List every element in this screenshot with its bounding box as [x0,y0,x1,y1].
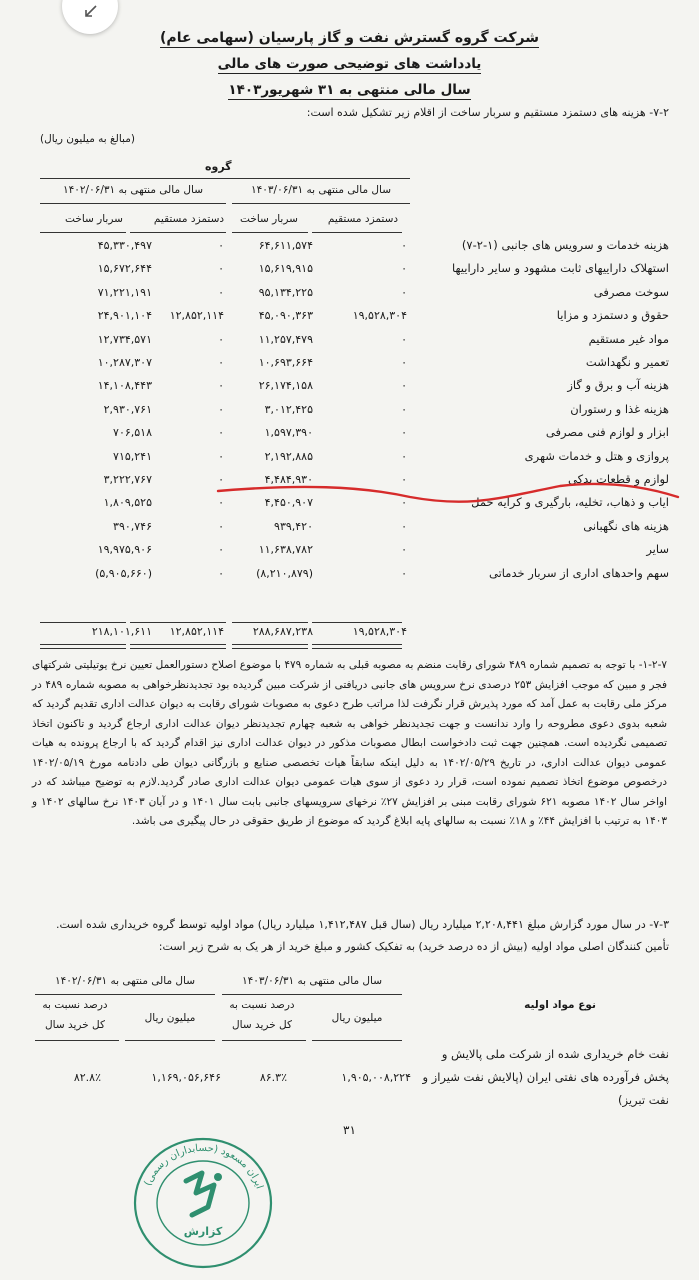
row-label: سوخت مصرفی [593,284,669,299]
total-prev-overhead: ۲۱۸,۱۰۱,۶۱۱ [91,625,152,638]
row-label: هزینه آب و برق و گاز [567,378,669,393]
row-label: پروازی و هتل و خدمات شهری [524,448,669,463]
cur-direct-cell: ۰ [401,332,407,346]
cur-direct-cell: ۰ [401,496,407,510]
t2-cur-percent-header-2: کل خرید سال [232,1019,292,1031]
cur-direct-cell: ۰ [401,566,407,580]
t2-header-underline [222,1040,306,1041]
cur-overhead-cell: ۱۱,۲۵۷,۴۷۹ [258,332,313,346]
cur-overhead-cell: ۴,۴۸۴,۹۳۰ [264,473,313,486]
page-number: ۳۱ [343,1123,356,1137]
t2-period-underline [35,994,215,995]
total-line-top [40,622,126,623]
cur-overhead-cell: ۱۱,۶۳۸,۷۸۲ [258,543,313,557]
total-line-top [312,622,402,623]
cur-overhead-cell: ۱۰,۶۹۳,۶۶۴ [258,356,313,369]
prev-overhead-cell: ۲۴,۹۰۱,۱۰۴ [97,309,152,323]
col-underline [130,232,226,233]
row-label: هزینه خدمات و سرویس های جانبی (۱-۲-۷) [461,238,669,252]
row-label: مواد غیر مستقیم [588,331,669,346]
prev-direct-cell: ۰ [218,332,224,346]
table-row [0,261,699,284]
expand-arrow-icon [84,4,98,18]
prev-overhead-cell: ۱۰,۲۸۷,۳۰۷ [97,356,152,369]
col-underline [40,232,126,233]
note-7-2-1-paragraph: ۱-۲-۷- با توجه به تصمیم شماره ۴۸۹ شورای رقابت منضم به مصوبه قبلی به شماره ۴۷۹ با موضوع اصلاح دستورالعمل تعیین نرخ یوتیلیتی شرکتهای فجر و مبین که موجب افزایش ۲۵۳ درصدی نرخ سرویس های جانبی دریافتی از شرکت مبین گردیده بود تجدیدنظرخواهی به مصوبه شماره ۴۸۹ در مرکز ملی رقابت به عمل آمد که مورد پذیرش قرار نگرفت لذا مراتب طرح دعوی به مصوبات شورای رقابت به دیوان عدالت اداری تقدیم گردید که شعبه بدوی دعوی مطروحه را وارد ندانست و جهت تجدیدنظر خواهی به شعبه چهارم تجدیدنظر دیوان عدالت اداری ارجاع گردید و تاکنون اتخاذ تصمیمی نگردیده است. همچنین جهت ثبت دادخواست ابطال مصوبات مذکور در دیوان عدالت اداری نیز اقدام گردید که با ارجاع پرونده به هیات عمومی دیوان عدالت اداری، در تاریخ ۱۴۰۲/۰۵/۲۹ به دلیل اینکه سابقاً هیات تخصصی صنایع و بازرگانی دیوان طی دادنامه مورخ ۱۴۰۲/۰۵/۱۹ درخصوص موضوع اتخاذ تصمیم نموده است، قرار رد دعوی از سوی هیات عمومی دیوان عدالت اداری صادر گردید.لازم به توضیح میباشد که در اواخر سال ۱۴۰۲ مصوبه ۶۲۱ شورای رقابت مبنی بر افزایش ۲۷٪ نرخهای سرویسهای جانبی بابت سال ۱۴۰۱ و در آبان ۱۴۰۳ نرخ سالهای ۱۴۰۲ و ۱۴۰۳ به ترتیب با افزایش ۴۴٪ و ۱۸٪ نسبت به سالهای پایه ابلاغ گردید که موضوع از طریق حقوقی در حال پیگیری می باشد. [32,659,667,827]
t2-period-current: سال مالی منتهی به ۱۴۰۳/۰۶/۳۱ [241,975,383,987]
prev-direct-cell: ۰ [218,426,224,440]
t2-prev-percent-header-2: کل خرید سال [45,1019,105,1031]
prev-direct-cell: ۰ [218,356,224,369]
row-label: لوازم و قطعات یدکی [568,472,669,486]
col-previous-overhead: سربار ساخت [65,213,123,225]
table-row [0,425,699,448]
table-row [0,285,699,308]
total-cur-overhead: ۲۸۸,۶۸۷,۲۳۸ [252,625,313,638]
prev-direct-cell: ۰ [218,496,224,510]
prev-overhead-cell: ۱۵,۶۷۲,۶۴۴ [97,262,152,276]
t2-period-previous: سال مالی منتهی به ۱۴۰۲/۰۶/۳۱ [54,975,196,987]
total-prev-direct: ۱۲,۸۵۲,۱۱۴ [169,625,224,638]
note-7-3-line1: ۷-۳- در سال مورد گزارش مبلغ ۲,۲۰۸,۴۴۱ میلیارد ریال (سال قبل ۱,۴۱۲,۴۸۷ میلیارد ریال) مواد اولیه توسط گروه خریداری شده است. [55,918,669,931]
table-row [0,402,699,425]
t2-header-underline [35,1040,119,1041]
table-row [0,355,699,378]
prev-overhead-cell: ۴۵,۳۳۰,۴۹۷ [97,239,152,252]
company-stamp [128,1133,278,1273]
total-double-line [40,644,126,649]
period-current-underline [232,203,410,204]
prev-overhead-cell: ۳۹۰,۷۴۶ [113,519,152,533]
col-underline [232,232,308,233]
total-double-line [232,644,308,649]
prev-direct-cell: ۰ [218,543,224,557]
cur-overhead-cell: ۹۳۹,۴۲۰ [274,519,313,533]
table-row [0,238,699,261]
prev-direct-cell: ۱۲,۸۵۲,۱۱۴ [169,309,224,323]
total-cur-direct: ۱۹,۵۲۸,۳۰۴ [352,625,407,638]
t2-material-line2: پخش فرآورده های نفتی ایران (پالایش نفت شیراز و [422,1070,669,1084]
note-7-2-intro: ۷-۲- هزینه های دستمزد مستقیم و سربار ساخت از اقلام زیر تشکیل شده است: [306,106,669,119]
t2-period-underline [222,994,402,995]
col-current-direct: دستمزد مستقیم [327,213,399,225]
total-line-top [130,622,226,623]
row-label: ابزار و لوازم فنی مصرفی [545,425,669,440]
cur-overhead-cell: ۲۶,۱۷۴,۱۵۸ [258,379,313,393]
cur-direct-cell: ۰ [401,239,407,252]
prev-overhead-cell: ۱۹,۹۷۵,۹۰۶ [97,543,152,557]
prev-overhead-cell: ۲,۹۳۰,۷۶۱ [103,402,152,416]
prev-overhead-cell: ۱۲,۷۳۴,۵۷۱ [97,332,152,346]
t2-prev-percent: ۸۲.۸٪ [73,1071,101,1084]
period-title: سال مالی منتهی به ۳۱ شهریور۱۴۰۳ [228,82,471,98]
prev-direct-cell: ۰ [218,519,224,533]
t2-material-line3: نفت تبریز) [617,1093,669,1107]
note-7-3-line2: تأمین کنندگان اصلی مواد اولیه (بیش از ده درصد خرید) به تفکیک کشور و مبلغ خرید از هر یک به شرح زیر است: [158,940,669,953]
prev-overhead-cell: ۷۱,۲۲۱,۱۹۱ [97,285,152,299]
row-label: هزینه های نگهبانی [583,518,669,533]
cur-direct-cell: ۱۹,۵۲۸,۳۰۴ [352,309,407,323]
prev-overhead-cell: ۱,۸۰۹,۵۲۵ [103,496,152,510]
cur-direct-cell: ۰ [401,379,407,393]
prev-direct-cell: ۰ [218,402,224,416]
t2-cur-percent: ۸۶.۳٪ [259,1071,287,1084]
stamp-ring-text: ایران مسعود (حسابداران رسمی) [142,1142,265,1191]
prev-overhead-cell: ۷۰۶,۵۱۸ [113,426,152,440]
col-previous-direct: دستمزد مستقیم [153,213,225,225]
group-label: گروه [205,160,232,173]
t2-prev-amount: ۱,۱۶۹,۰۵۶,۶۴۶ [151,1071,221,1084]
cur-direct-cell: ۰ [401,473,407,486]
row-label: سایر [646,542,669,557]
row-label: ایاب و ذهاب، تخلیه، بارگیری و کرایه حمل [471,495,669,510]
cur-direct-cell: ۰ [401,543,407,557]
period-previous-header: سال مالی منتهی به ۱۴۰۲/۰۶/۳۱ [62,184,204,196]
row-label: هزینه غذا و رستوران [570,401,669,416]
table-row [0,472,699,495]
cur-overhead-cell: ۹۵,۱۳۴,۲۲۵ [258,285,313,299]
table-row [0,542,699,565]
expand-button[interactable] [62,0,118,34]
period-previous-underline [40,203,226,204]
table-row [0,449,699,472]
total-double-line [312,644,402,649]
cur-overhead-cell: ۲,۱۹۲,۸۸۵ [264,449,313,463]
group-underline [40,178,410,179]
stamp-logo-text: کزارش [183,1225,223,1238]
table-row [0,308,699,331]
total-double-line [130,644,226,649]
col-current-overhead: سربار ساخت [240,213,298,225]
prev-overhead-cell: (۵,۹۰۵,۶۶۰) [95,566,152,580]
row-label: استهلاک داراییهای ثابت مشهود و سایر داراییها [452,261,669,276]
unit-label: (مبالغ به میلیون ریال) [40,133,135,145]
cur-direct-cell: ۰ [401,262,407,276]
t2-cur-percent-header-1: درصد نسبت به [229,999,295,1011]
cur-overhead-cell: ۱,۵۹۷,۳۹۰ [264,426,313,440]
prev-direct-cell: ۰ [218,449,224,463]
t2-header-underline [125,1040,215,1041]
prev-direct-cell: ۰ [218,239,224,252]
row-label: سهم واحدهای اداری از سربار خدماتی [489,565,669,580]
table-row [0,495,699,518]
prev-overhead-cell: ۷۱۵,۲۴۱ [113,449,152,463]
prev-direct-cell: ۰ [218,566,224,580]
notes-title: یادداشت های توضیحی صورت های مالی [217,56,482,72]
table-row [0,566,699,589]
cur-direct-cell: ۰ [401,426,407,440]
cur-overhead-cell: ۴,۴۵۰,۹۰۷ [264,496,313,510]
prev-overhead-cell: ۳,۲۲۲,۷۶۷ [103,473,152,486]
period-current-header: سال مالی منتهی به ۱۴۰۳/۰۶/۳۱ [250,184,392,196]
t2-header-underline [312,1040,402,1041]
company-title: شرکت گروه گسترش نفت و گاز پارسیان (سهامی عام) [160,30,539,46]
cur-overhead-cell: (۸,۲۱۰,۸۷۹) [256,566,313,580]
row-label: تعمیر و نگهداشت [585,355,669,369]
table-row [0,519,699,542]
t2-material-header: نوع مواد اولیه [524,999,596,1011]
cur-overhead-cell: ۶۴,۶۱۱,۵۷۴ [258,239,313,252]
cur-direct-cell: ۰ [401,449,407,463]
t2-prev-amount-header: میلیون ریال [144,1012,196,1024]
svg-text:ایران مسعود (حسابداران رسمی) [142,1143,264,1190]
t2-prev-percent-header-1: درصد نسبت به [42,999,108,1011]
t2-cur-amount-header: میلیون ریال [331,1012,383,1024]
t2-cur-amount: ۱,۹۰۵,۰۰۸,۲۲۴ [341,1071,411,1084]
cur-direct-cell: ۰ [401,519,407,533]
row-label: حقوق و دستمزد و مزایا [556,308,669,323]
total-line-top [232,622,308,623]
prev-direct-cell: ۰ [218,285,224,299]
cur-direct-cell: ۰ [401,285,407,299]
table-row [0,378,699,401]
prev-direct-cell: ۰ [218,379,224,393]
col-underline [312,232,402,233]
cur-direct-cell: ۰ [401,356,407,369]
cur-overhead-cell: ۳,۰۱۲,۴۲۵ [264,402,313,416]
prev-direct-cell: ۰ [218,262,224,276]
cur-overhead-cell: ۱۵,۶۱۹,۹۱۵ [258,262,313,276]
cur-overhead-cell: ۴۵,۰۹۰,۳۶۳ [258,309,313,323]
stamp-logo-icon [186,1173,222,1215]
cur-direct-cell: ۰ [401,402,407,416]
t2-material-line1: نفت خام خریداری شده از شرکت ملی پالایش و [441,1047,669,1061]
table-row [0,332,699,355]
prev-direct-cell: ۰ [218,473,224,486]
prev-overhead-cell: ۱۴,۱۰۸,۴۴۳ [97,379,152,393]
